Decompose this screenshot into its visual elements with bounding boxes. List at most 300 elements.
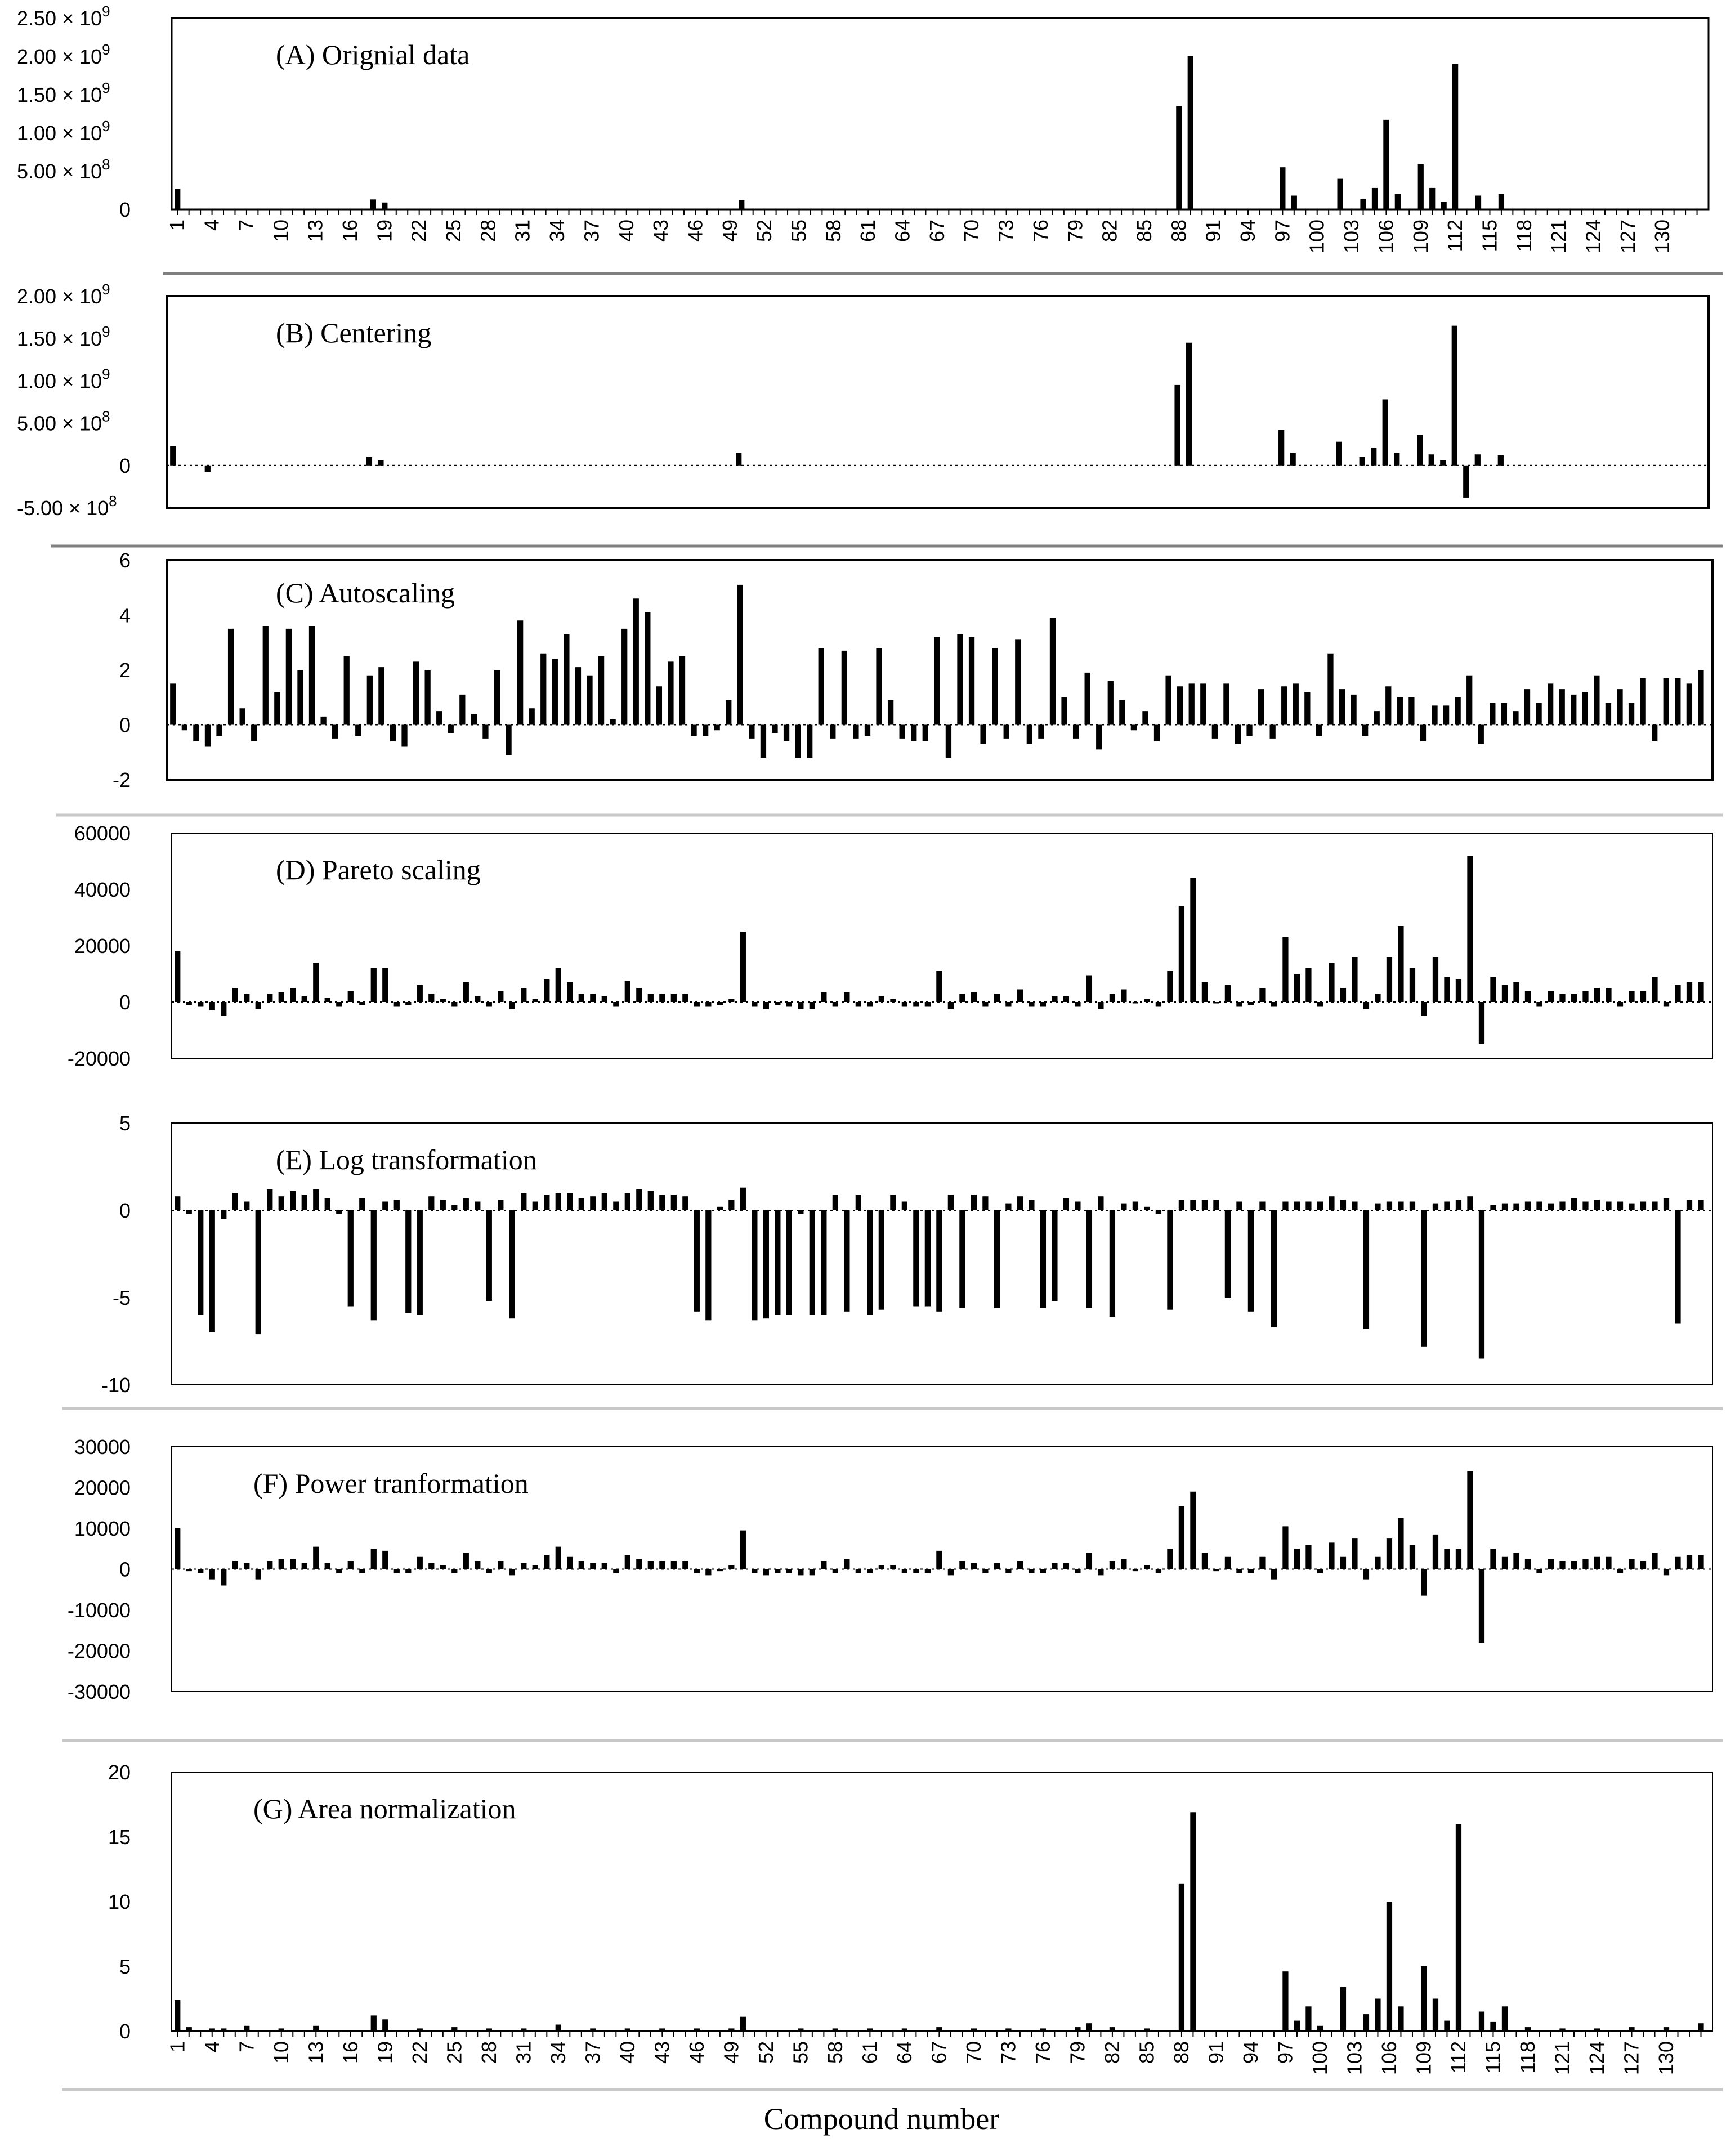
- bar: [1383, 399, 1388, 465]
- bar: [959, 994, 965, 1002]
- bar: [1176, 106, 1182, 209]
- bar: [679, 656, 685, 725]
- y-tick-label: 5: [119, 1955, 131, 1978]
- bar: [1144, 1207, 1150, 1210]
- x-tick-label: 100: [1305, 220, 1329, 254]
- bar: [682, 994, 688, 1002]
- x-tick-label: 70: [962, 2041, 985, 2064]
- bar: [475, 1561, 480, 1569]
- x-tick-label: 94: [1236, 220, 1260, 243]
- bar: [1698, 1200, 1703, 1210]
- bar: [506, 725, 511, 755]
- bar: [833, 2028, 838, 2031]
- bar: [645, 612, 650, 725]
- bar: [752, 1569, 757, 1573]
- bar: [313, 1189, 319, 1210]
- bar: [1433, 1999, 1438, 2032]
- bar: [1372, 188, 1378, 209]
- x-tick-label: 16: [338, 220, 361, 243]
- bar: [1329, 963, 1334, 1002]
- bar: [946, 725, 951, 758]
- x-tick-label: 25: [442, 2041, 466, 2064]
- bar: [394, 1200, 400, 1210]
- bar: [313, 963, 319, 1002]
- bar: [1063, 996, 1069, 1002]
- bar: [810, 1210, 815, 1315]
- bar: [936, 971, 942, 1002]
- bar: [1479, 1210, 1484, 1359]
- bar: [267, 994, 272, 1002]
- bar: [1455, 697, 1461, 725]
- bar: [590, 1563, 596, 1569]
- bar: [775, 1569, 780, 1573]
- y-tick-label: $5.00 \times 10^8$: [17, 156, 110, 183]
- bar: [279, 1559, 284, 1569]
- bar: [1294, 2021, 1300, 2031]
- bar: [752, 1002, 757, 1007]
- bar: [533, 1565, 538, 1569]
- bar: [509, 1210, 515, 1318]
- bar: [1640, 991, 1646, 1002]
- bar: [509, 1002, 515, 1009]
- y-tick-label: -5: [112, 1286, 131, 1309]
- x-tick-label: 88: [1169, 2041, 1193, 2064]
- bar: [486, 1569, 492, 1573]
- x-tick-label: 7: [235, 2041, 258, 2053]
- bar: [263, 626, 269, 725]
- bar: [867, 2028, 873, 2031]
- bar: [1075, 1202, 1080, 1211]
- bar: [1582, 1559, 1588, 1569]
- bar: [529, 708, 535, 724]
- bar: [1571, 1198, 1577, 1210]
- bar: [1305, 968, 1311, 1002]
- bar: [1617, 1202, 1623, 1211]
- bar: [1005, 1002, 1011, 1007]
- y-tick-label: 20: [108, 1761, 131, 1784]
- bar: [821, 992, 826, 1003]
- x-tick-label: 64: [892, 2041, 916, 2064]
- bar: [1432, 705, 1437, 724]
- bar: [302, 1563, 307, 1569]
- bar: [1086, 976, 1092, 1003]
- bar: [494, 670, 500, 725]
- bar: [471, 714, 477, 725]
- x-tick-label: 55: [787, 220, 811, 243]
- bar: [867, 1002, 873, 1007]
- bar: [244, 1563, 249, 1569]
- bar: [1098, 1569, 1103, 1576]
- bar: [359, 1002, 365, 1005]
- bar: [209, 2028, 215, 2031]
- x-tick-label: 88: [1167, 220, 1191, 243]
- bar: [1433, 1535, 1438, 1569]
- bar: [1200, 683, 1206, 724]
- bar: [1189, 683, 1195, 724]
- bar: [867, 1210, 873, 1315]
- bar: [486, 2028, 492, 2031]
- bar: [417, 2028, 423, 2031]
- bar: [182, 725, 187, 731]
- y-tick-label: 20000: [74, 1476, 131, 1500]
- bar: [1467, 856, 1473, 1002]
- x-tick-label: 103: [1343, 2041, 1366, 2076]
- bar: [1317, 1002, 1323, 1007]
- bar: [1190, 1812, 1196, 2031]
- bar: [1452, 326, 1457, 466]
- bar: [567, 1193, 573, 1210]
- bar: [1387, 1902, 1392, 2031]
- bar: [413, 661, 419, 724]
- bar: [221, 1569, 226, 1586]
- bar: [279, 992, 284, 1003]
- bar: [1188, 56, 1193, 209]
- bar: [648, 1561, 654, 1569]
- bar: [1548, 1204, 1554, 1210]
- bar: [1479, 1002, 1484, 1044]
- bar: [1466, 676, 1472, 725]
- bar: [1156, 1569, 1161, 1573]
- bar: [1144, 2028, 1150, 2031]
- bar: [890, 1195, 896, 1210]
- bar: [1452, 64, 1458, 209]
- chart-panel-d: [68, 822, 1712, 1070]
- bar: [668, 661, 673, 724]
- x-tick-label: 58: [821, 220, 845, 243]
- bar: [336, 1569, 342, 1573]
- bar: [1420, 725, 1426, 741]
- bar: [1417, 435, 1423, 466]
- y-tick-label: 0: [119, 1558, 131, 1581]
- bar: [1282, 1526, 1288, 1569]
- bar: [682, 1561, 688, 1569]
- bar: [394, 1569, 400, 1573]
- bar: [694, 1210, 700, 1312]
- bar: [1110, 1561, 1115, 1569]
- bar: [325, 998, 330, 1003]
- bar: [1259, 1202, 1265, 1211]
- bar: [740, 2017, 746, 2031]
- bar: [533, 999, 538, 1002]
- bar: [459, 695, 465, 725]
- bar: [1629, 991, 1634, 1002]
- bar: [1675, 1210, 1680, 1324]
- bar: [1121, 990, 1126, 1003]
- bar: [648, 1191, 654, 1210]
- bar: [216, 725, 222, 736]
- bar: [175, 1196, 180, 1210]
- x-tick-label: 64: [891, 220, 914, 243]
- bar: [1213, 1569, 1219, 1572]
- x-tick-label: 49: [718, 220, 741, 243]
- bar: [440, 1200, 446, 1210]
- y-tick-label: 15: [108, 1826, 131, 1849]
- panel-title: (E) Log transformation: [276, 1144, 537, 1175]
- bar: [1177, 686, 1183, 724]
- bar: [671, 1561, 677, 1569]
- bar: [705, 1002, 711, 1007]
- bar: [1502, 985, 1508, 1002]
- bar: [1479, 2012, 1484, 2032]
- bar: [1329, 1542, 1334, 1569]
- bar: [1444, 977, 1450, 1002]
- bar: [1167, 971, 1173, 1002]
- bar: [1236, 1569, 1242, 1573]
- bar: [1202, 982, 1208, 1002]
- bar: [971, 1563, 977, 1569]
- bar: [1490, 2022, 1496, 2031]
- bar: [475, 996, 480, 1002]
- bar: [279, 2028, 284, 2031]
- bar: [1475, 196, 1481, 209]
- bar: [1052, 1210, 1057, 1301]
- bar: [1559, 689, 1565, 724]
- bar: [1338, 179, 1343, 209]
- bar: [1387, 1538, 1392, 1569]
- bar: [761, 725, 766, 758]
- x-tick-label: 4: [200, 220, 223, 231]
- bar: [1525, 991, 1531, 1002]
- bar: [336, 1002, 342, 1007]
- bar: [482, 725, 488, 739]
- bar: [1664, 1198, 1669, 1210]
- y-tick-label: $2.50 \times 10^9$: [17, 3, 110, 30]
- bar: [1131, 725, 1137, 731]
- bar: [795, 725, 801, 758]
- bar: [370, 199, 376, 209]
- bar: [1536, 1202, 1542, 1211]
- bar: [302, 996, 307, 1002]
- x-tick-label: 46: [685, 2041, 708, 2064]
- chart-panel-g: [108, 1761, 1712, 2075]
- bar: [232, 1193, 238, 1210]
- y-tick-label: $1.00 \times 10^9$: [17, 118, 110, 145]
- bar: [1110, 2027, 1115, 2031]
- bar: [856, 1195, 861, 1210]
- x-tick-label: 22: [407, 220, 431, 243]
- bar: [1075, 2027, 1080, 2031]
- bar: [1513, 1553, 1519, 1569]
- bar: [1108, 681, 1114, 725]
- bar: [980, 725, 986, 744]
- bar: [728, 2028, 734, 2031]
- y-tick-label: $5.00 \times 10^8$: [17, 408, 110, 435]
- bar: [856, 1569, 861, 1573]
- bar: [1536, 1569, 1542, 1573]
- bar: [913, 1569, 919, 1573]
- bar: [890, 1565, 896, 1569]
- bar: [1698, 670, 1703, 725]
- bar: [1179, 1884, 1184, 2031]
- bar: [923, 725, 928, 741]
- bar: [1340, 1557, 1346, 1569]
- bar: [1248, 1002, 1254, 1005]
- bar: [671, 1195, 677, 1210]
- chart-panel-f: [68, 1435, 1712, 1703]
- bar: [1433, 1204, 1438, 1210]
- bar: [888, 700, 893, 725]
- bar: [1548, 991, 1554, 1002]
- y-tick-label: 40000: [74, 878, 131, 901]
- x-tick-label: 115: [1481, 2041, 1505, 2074]
- bar: [1525, 1202, 1531, 1211]
- x-axis-label: Compound number: [763, 2102, 1000, 2136]
- bar: [1246, 725, 1252, 736]
- y-tick-label: 10000: [74, 1517, 131, 1540]
- bar: [344, 656, 350, 725]
- x-tick-label: 43: [650, 2041, 674, 2064]
- bar: [1444, 2021, 1450, 2031]
- bar: [228, 629, 234, 725]
- bar: [440, 999, 446, 1002]
- x-tick-label: 124: [1581, 220, 1605, 254]
- bar: [739, 200, 744, 209]
- bar: [1005, 1569, 1011, 1573]
- y-tick-label: -20000: [67, 1639, 131, 1663]
- bar: [463, 1198, 469, 1210]
- bar: [394, 1002, 400, 1007]
- x-tick-label: 28: [477, 2041, 500, 2064]
- bar: [552, 659, 558, 725]
- bar: [1336, 442, 1342, 466]
- x-tick-label: 61: [856, 220, 880, 243]
- bar: [290, 1191, 296, 1210]
- bar: [1271, 1210, 1277, 1327]
- x-tick-label: 76: [1031, 2041, 1054, 2064]
- bar: [417, 1210, 423, 1315]
- bar: [221, 2028, 226, 2031]
- bar: [1352, 1202, 1357, 1211]
- x-tick-label: 1: [166, 2041, 189, 2053]
- panel-title: (F) Power tranformation: [253, 1468, 529, 1499]
- bar: [1383, 120, 1389, 209]
- bar: [636, 1189, 642, 1210]
- bar: [1340, 1987, 1346, 2031]
- bar: [621, 629, 627, 725]
- bar: [1456, 979, 1461, 1002]
- bar: [890, 999, 896, 1002]
- bar: [267, 1561, 272, 1569]
- bar: [1179, 1506, 1184, 1569]
- bar: [1375, 1557, 1380, 1569]
- bar: [959, 1210, 965, 1308]
- x-tick-label: 82: [1098, 220, 1121, 243]
- bar: [1629, 2027, 1634, 2031]
- bar: [382, 968, 388, 1002]
- bar: [694, 1569, 700, 1573]
- bar: [775, 1210, 780, 1315]
- bar: [853, 725, 858, 739]
- x-tick-label: 16: [338, 2041, 362, 2064]
- bar: [244, 1202, 249, 1211]
- bar: [1559, 1561, 1565, 1569]
- bar: [1040, 1002, 1046, 1007]
- bar: [1429, 454, 1434, 466]
- bar: [425, 670, 431, 725]
- bar: [382, 1202, 388, 1211]
- bar: [1467, 1196, 1473, 1210]
- x-tick-label: 61: [858, 2041, 882, 2064]
- x-tick-label: 19: [373, 2041, 397, 2064]
- y-tick-label: 2: [119, 659, 131, 682]
- bar: [1664, 2027, 1669, 2031]
- x-tick-label: 112: [1443, 220, 1467, 252]
- bar: [1075, 1002, 1080, 1007]
- bar: [1463, 466, 1469, 498]
- bar: [911, 725, 916, 741]
- bar: [1536, 703, 1541, 725]
- bar: [798, 2028, 803, 2031]
- bar: [325, 1563, 330, 1569]
- bar: [1063, 1563, 1069, 1569]
- x-tick-label: 67: [927, 2041, 951, 2064]
- bar: [1664, 1002, 1669, 1007]
- bar: [1594, 676, 1599, 725]
- bar: [821, 1210, 826, 1315]
- bar: [726, 700, 731, 725]
- bar: [740, 1531, 746, 1569]
- y-tick-label: $1.00 \times 10^9$: [17, 365, 110, 393]
- bar: [1687, 1555, 1692, 1569]
- bar: [1502, 1204, 1508, 1210]
- bar: [1258, 689, 1264, 724]
- bar: [1594, 2028, 1600, 2031]
- bar: [1073, 725, 1079, 739]
- bar: [1433, 957, 1438, 1002]
- bar: [417, 985, 423, 1002]
- bar: [1339, 689, 1345, 724]
- panel-title: (B) Centering: [276, 317, 432, 348]
- bar: [671, 994, 677, 1002]
- bar: [1444, 1549, 1450, 1569]
- x-tick-label: 52: [754, 2041, 777, 2064]
- bar: [936, 1210, 942, 1312]
- x-tick-label: 121: [1550, 2041, 1574, 2076]
- bar: [286, 629, 292, 725]
- bar: [463, 1553, 469, 1569]
- bar: [959, 1561, 965, 1569]
- bar: [1479, 1569, 1484, 1643]
- x-tick-label: 31: [512, 2041, 535, 2064]
- bar: [1490, 1205, 1496, 1210]
- bar: [1052, 996, 1057, 1002]
- bar: [1398, 926, 1403, 1002]
- x-tick-label: 19: [373, 220, 396, 243]
- bar: [1559, 2028, 1565, 2031]
- bar: [879, 996, 884, 1002]
- bar: [1133, 1002, 1138, 1004]
- bar: [633, 598, 639, 724]
- bar: [798, 1210, 803, 1214]
- bar: [556, 968, 561, 1002]
- bar: [186, 1002, 192, 1005]
- bar: [367, 676, 373, 725]
- bar: [902, 1569, 907, 1573]
- bar: [1525, 2027, 1531, 2031]
- bar: [244, 994, 249, 1002]
- bar: [451, 1002, 457, 1007]
- bar: [348, 1561, 354, 1569]
- bar: [1429, 188, 1435, 209]
- bar: [682, 1196, 688, 1210]
- bar: [521, 988, 526, 1002]
- bar: [763, 1002, 769, 1009]
- bar: [348, 991, 354, 1002]
- y-tick-label: 20000: [74, 934, 131, 958]
- bar: [590, 994, 596, 1002]
- y-tick-label: 10: [108, 1890, 131, 1913]
- bar: [1052, 1563, 1057, 1569]
